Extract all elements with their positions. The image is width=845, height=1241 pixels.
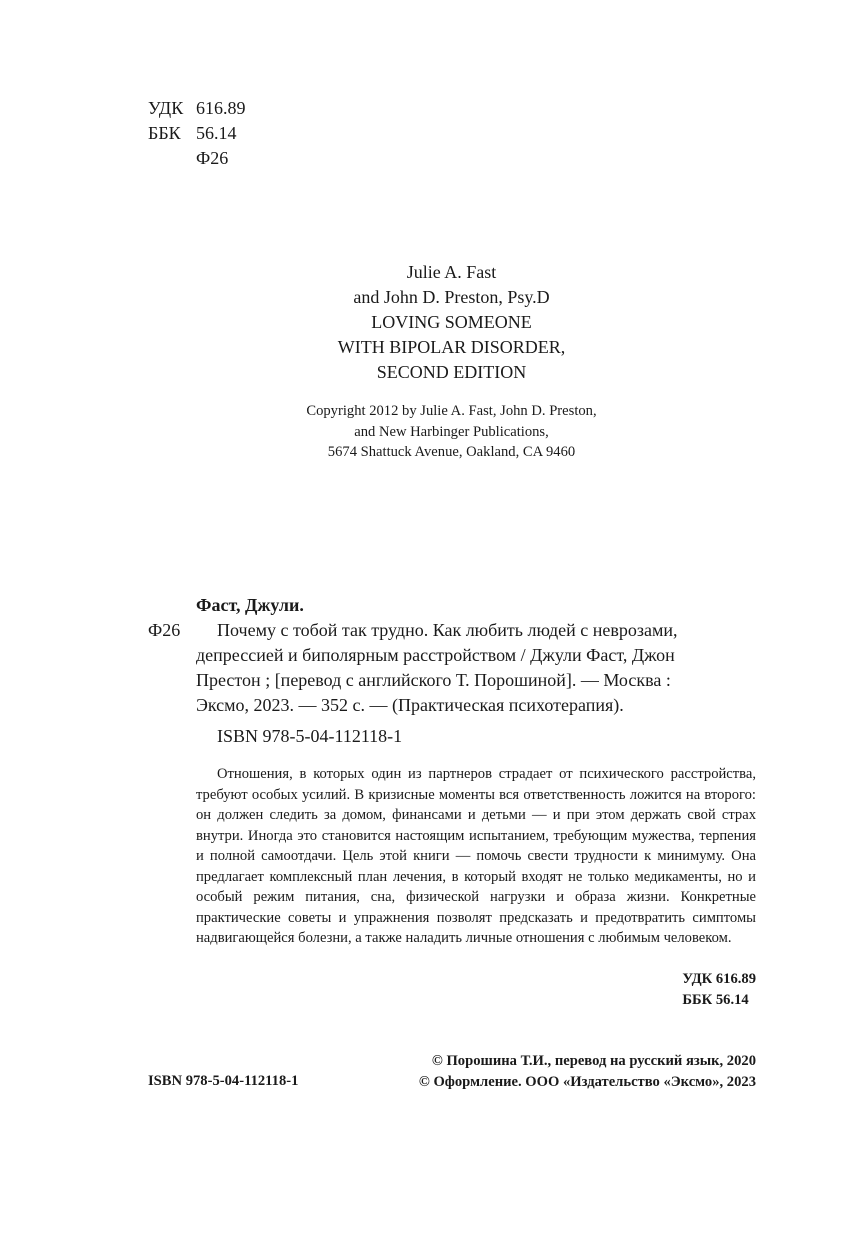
- original-copyright: [200, 401, 703, 463]
- udk-value: 616.89: [196, 98, 246, 118]
- footer-isbn: ISBN 978-5-04-112118-1: [148, 1073, 299, 1089]
- original-authors-line1: Julie A. Fast: [406, 262, 497, 282]
- bib-line3: Престон ; [перевод с английского Т. Порошиной]. — Москва :: [196, 670, 671, 690]
- class-bbk: ББК 56.14: [682, 991, 749, 1008]
- original-authors-line2: and John D. Preston, Psy.D: [353, 287, 550, 307]
- bib-description: [196, 618, 756, 718]
- bib-line2: депрессией и биполярным расстройством / Джули Фаст, Джон: [196, 645, 675, 665]
- copyright-design: © Оформление. ООО «Издательство «Эксмо», 2023: [418, 1073, 756, 1090]
- catalog-codes: [148, 96, 246, 171]
- bibliographic-record: [148, 593, 756, 749]
- bib-line4: Эксмо, 2023. — 352 с. — (Практическая психотерапия).: [196, 695, 624, 715]
- bbk-row: [148, 121, 246, 146]
- copyright-line1: Copyright 2012 by Julie A. Fast, John D. Preston,: [306, 403, 597, 419]
- bib-line1: Почему с тобой так трудно. Как любить людей с неврозами,: [217, 620, 678, 640]
- bib-isbn: ISBN 978-5-04-112118-1: [217, 726, 403, 746]
- bib-code: Ф26: [148, 620, 181, 640]
- bib-entry: [148, 618, 756, 718]
- original-title-line1: LOVING SOMEONE: [371, 312, 532, 332]
- annotation-text: Отношения, в которых один из партнеров страдает от психического расстройства, требуют особых усилий. В кризисные моменты вся ответственность ложится на второго: он должен следить за домом, финансами и детьми — и при этом держать свой страх внутри. Иногда это становится настоящим испытанием, требующим мужества, терпения и полной самоотдачи. Цель этой книги — помочь свести трудности к минимуму. Она предлагает комплексный план лечения, в который входят не только медикаменты, но и особый режим питания, сна, физической нагрузки и образа жизни. Конкретные практические советы и упражнения позволят предсказать и предотвратить симптомы надвигающейся болезни, а также наладить личные отношения с любимым человеком.: [196, 766, 756, 946]
- author-mark-label: [148, 146, 196, 171]
- annotation: [196, 764, 756, 949]
- classification-codes: [682, 969, 756, 1010]
- udk-label: УДК: [148, 98, 184, 118]
- footer-copyrights: [419, 1051, 756, 1092]
- original-edition: [200, 260, 703, 385]
- original-title-line2: WITH BIPOLAR DISORDER,: [337, 337, 566, 357]
- bbk-label: ББК: [148, 123, 181, 143]
- original-title-line3: SECOND EDITION: [376, 362, 527, 382]
- udk-row: [148, 96, 246, 121]
- author-mark-value: Ф26: [196, 148, 229, 168]
- bib-author: Фаст, Джули.: [196, 595, 304, 615]
- author-mark-row: [148, 146, 246, 171]
- copyright-line2: and New Harbinger Publications,: [354, 423, 549, 440]
- class-udk: УДК 616.89: [682, 971, 756, 987]
- bbk-value: 56.14: [196, 123, 237, 143]
- copyright-line3: 5674 Shattuck Avenue, Oakland, CA 9460: [327, 444, 576, 460]
- copyright-translation: © Порошина Т.И., перевод на русский язык, 2020: [431, 1053, 756, 1069]
